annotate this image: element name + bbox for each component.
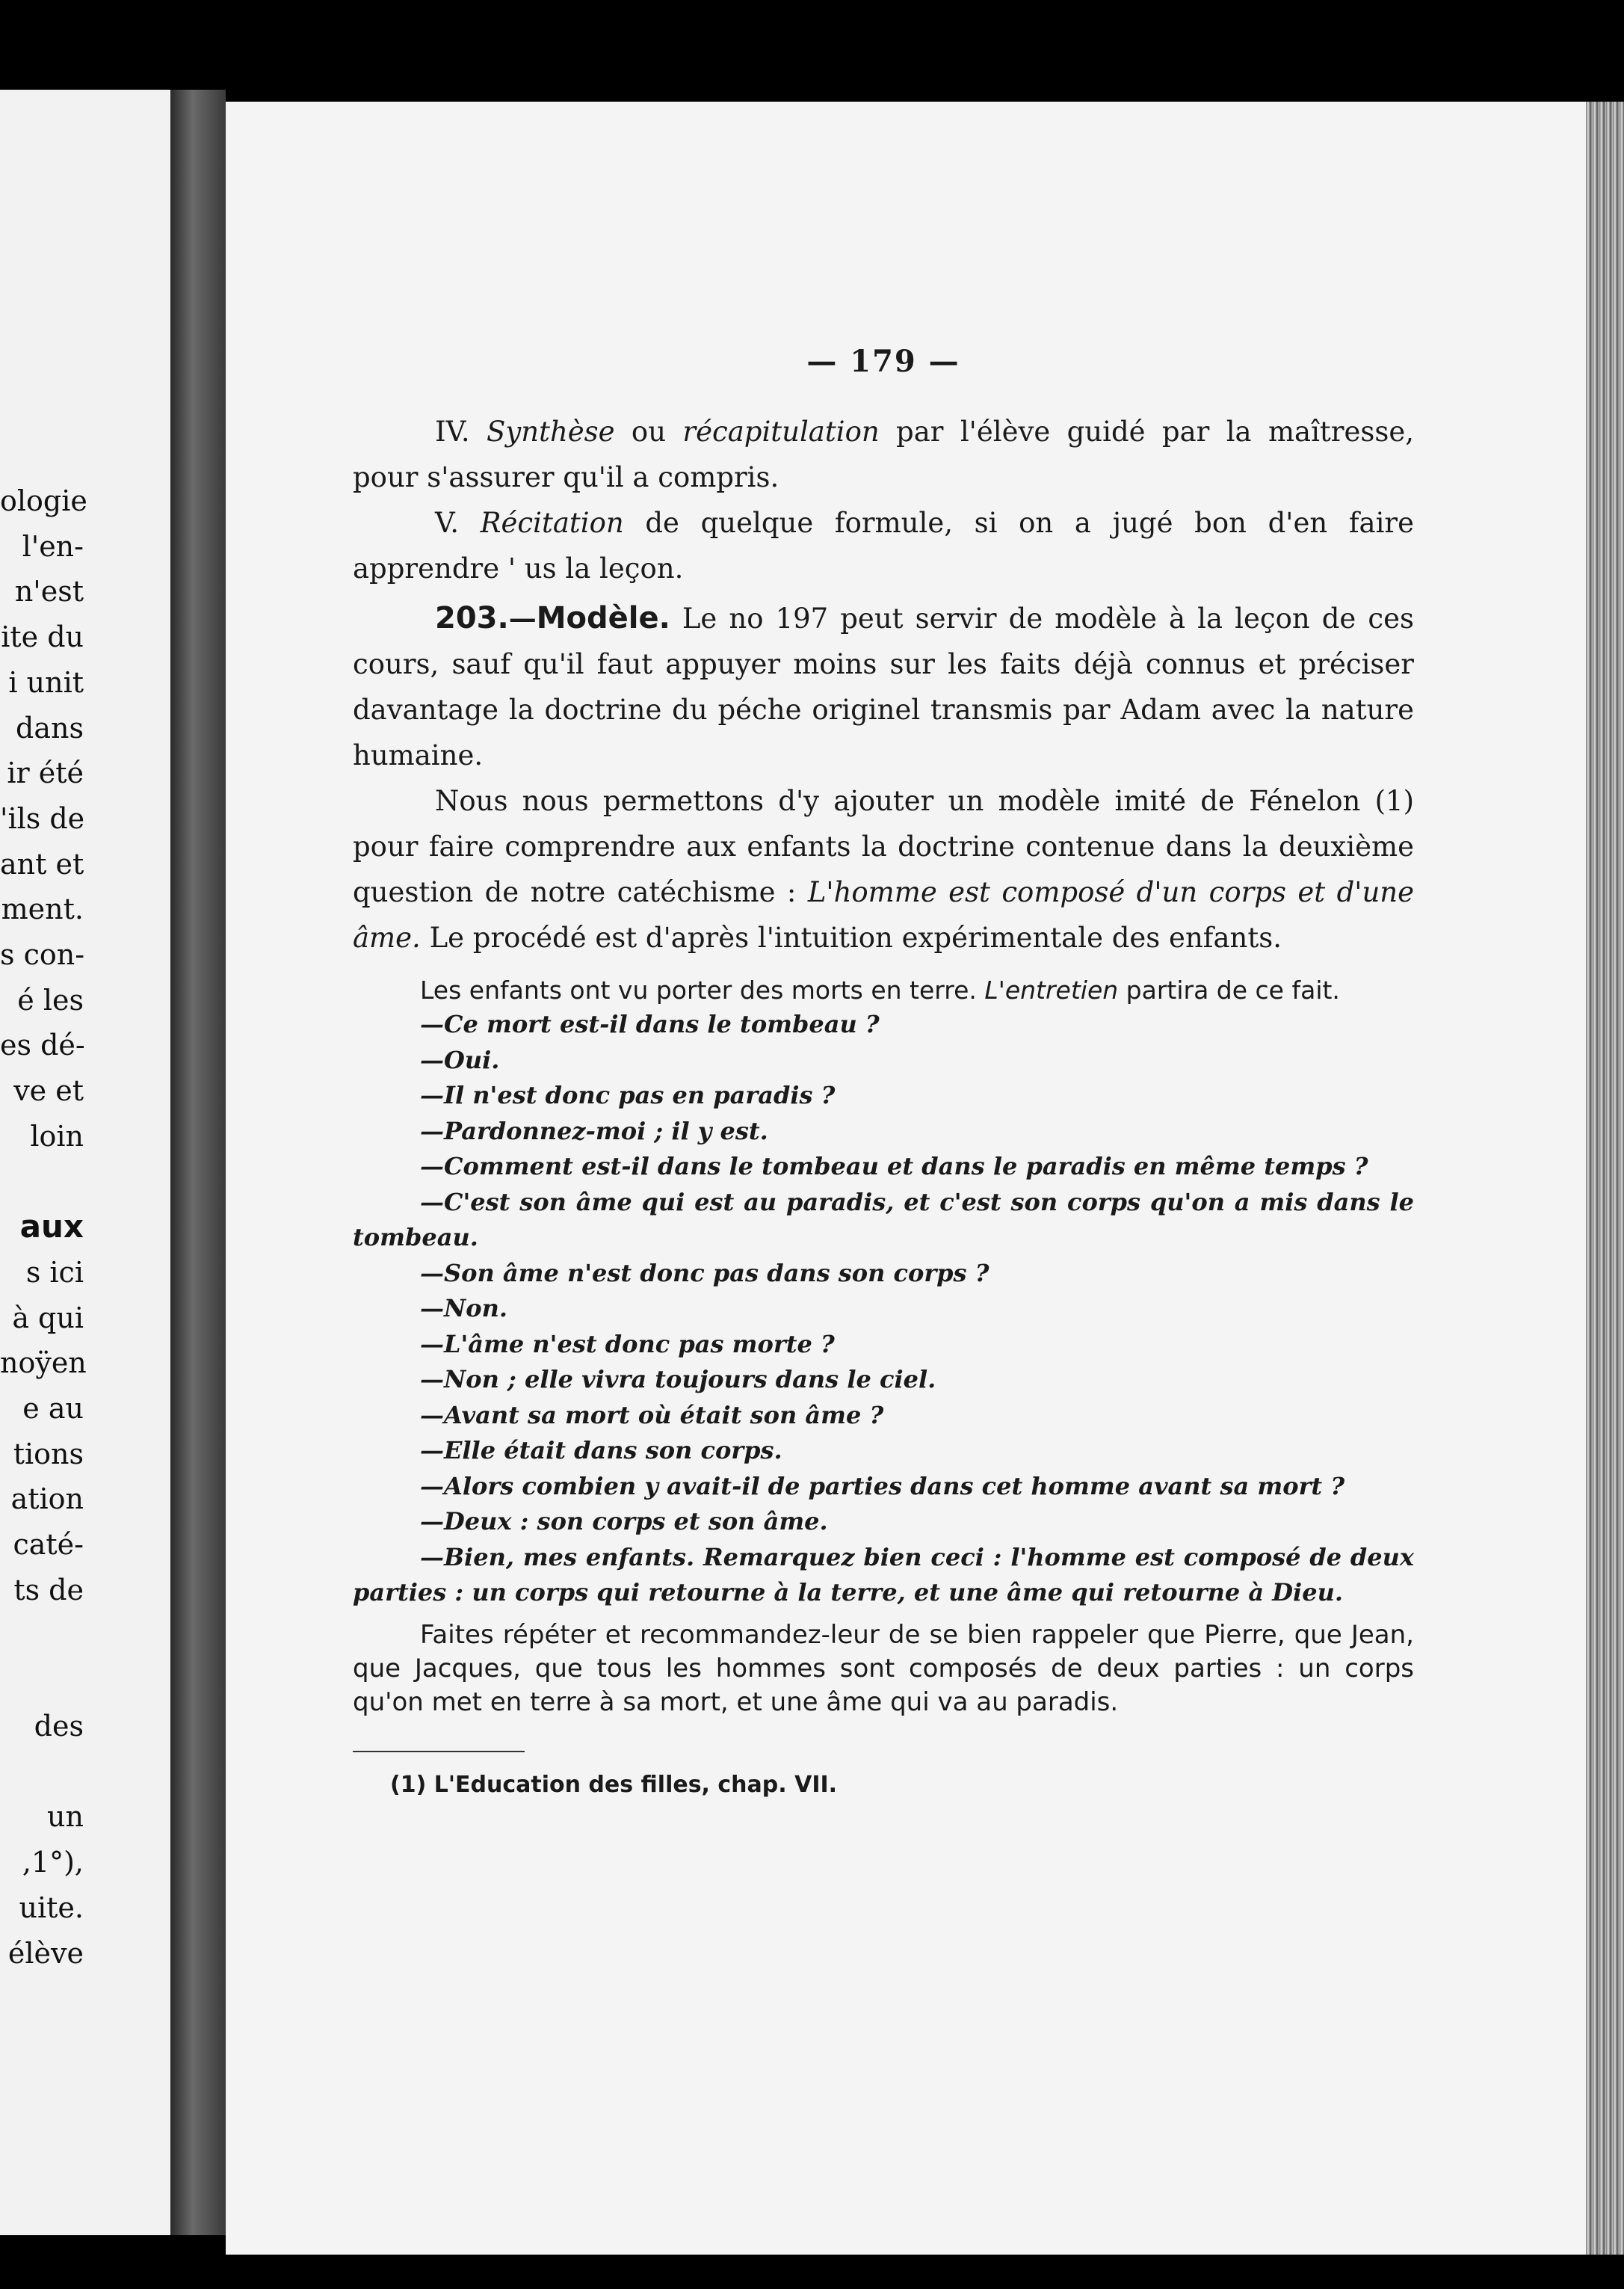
paragraph-v [353, 500, 1414, 591]
text-span: Le procédé est d'après l'intuition expérimentale des enfants. [420, 922, 1282, 954]
previous-page-line: ts de [13, 1573, 84, 1606]
previous-page-line: l'en- [22, 529, 84, 563]
page-edge [1586, 102, 1624, 2255]
dialog-line: —Non ; elle vivra toujours dans le ciel. [420, 1365, 936, 1393]
footnote-divider [353, 1751, 525, 1752]
previous-page-line: ment. [1, 893, 84, 926]
previous-page-line: noÿen [0, 1346, 87, 1380]
previous-page-line: dans [16, 711, 84, 745]
item-number: IV. [435, 416, 487, 448]
previous-page-line [0, 1658, 84, 1704]
previous-page-line: à qui [12, 1301, 84, 1334]
dialog-line: —Pardonnez-moi ; il y est. [420, 1116, 768, 1145]
text-span: Nous nous permettons d'y ajouter un modèle imité de Fénelon (1) pour faire comprendre aux enfants la doctrine contenue dans la deuxième question de notre catéchisme : [353, 785, 1414, 908]
dialog-line: —Elle était dans son corps. [420, 1436, 782, 1464]
italic-term: Synthèse [487, 416, 615, 448]
dialog-line: —Comment est-il dans le tombeau et dans le paradis en même temps ? [420, 1152, 1368, 1180]
dialog-line: —C'est son âme qui est au paradis, et c'est son corps qu'on a mis dans le tombeau. [353, 1187, 1414, 1251]
closing-paragraph: Faites répéter et recommandez-leur de se bien rappeler que Pierre, que Jean, que Jacques, que tous les hommes sont composés de deux parties : un corps qu'on met en terre à sa mort, et une âme qui va au paradis. [353, 1619, 1414, 1717]
paragraph-iv [353, 409, 1414, 500]
dialog-line: —Ce mort est-il dans le tombeau ? [420, 1010, 880, 1038]
dialog-intro [353, 974, 1414, 1007]
item-number: V. [435, 507, 481, 539]
previous-page-line: élève [7, 1936, 84, 1970]
previous-page-line: 'ils de [0, 801, 85, 835]
previous-page-line [0, 1159, 84, 1205]
dialog-line: —Son âme n'est donc pas dans son corps ? [420, 1258, 989, 1287]
previous-page-text [0, 478, 87, 1976]
dialog-line: —Alors combien y avait-il de parties dans cet homme avant sa mort ? [420, 1471, 1345, 1500]
dialog-line: —Il n'est donc pas en paradis ? [420, 1081, 836, 1109]
italic-term: L'entretien [984, 976, 1119, 1005]
dialog-line: —Deux : son corps et son âme. [420, 1507, 828, 1535]
section-dash: — [508, 602, 537, 635]
previous-page-line: des [34, 1709, 84, 1743]
previous-page-line: ve et [13, 1074, 84, 1108]
previous-page-line: caté- [13, 1528, 84, 1562]
previous-page-line: ologie [0, 484, 87, 517]
previous-page-line [0, 1749, 84, 1795]
previous-page-fragment [0, 90, 170, 2235]
previous-page-line: ite du [1, 620, 84, 654]
text-span: de quelque formule, si on a jugé bon d'en faire apprendre ' us la leçon. [353, 507, 1414, 585]
italic-term: Récitation [480, 507, 624, 539]
previous-page-line: ,1°), [22, 1846, 84, 1879]
section-title: Modèle. [536, 601, 670, 635]
previous-page-line: s con- [0, 938, 85, 972]
previous-page-line: tions [13, 1437, 84, 1470]
previous-page-line: es dé- [0, 1029, 85, 1062]
page-content [353, 344, 1414, 1798]
section-number: 203. [435, 601, 509, 635]
section-203 [353, 596, 1414, 778]
text-span: ou [614, 416, 683, 448]
paragraph-nous [353, 778, 1414, 961]
footnote: (1) L'Education des filles, chap. VII. [390, 1771, 838, 1798]
italic-term: récapitulation [682, 416, 880, 448]
previous-page-line: aux [19, 1208, 84, 1245]
previous-page-line: ir été [7, 757, 84, 790]
dialog-line: —Bien, mes enfants. Remarquez bien ceci : l'homme est composé de deux parties : un corps qui retourne à la terre, et une âme qui retourne à Dieu. [353, 1542, 1414, 1606]
page-number: — 179 — [806, 344, 960, 379]
text-span: par l'élève guidé par la maîtresse, pour s'assurer qu'il a compris. [353, 416, 1415, 493]
previous-page-line: un [47, 1800, 84, 1834]
dialog-line: —Avant sa mort où était son âme ? [420, 1400, 884, 1429]
previous-page-line: ation [10, 1482, 84, 1516]
previous-page-line: loin [30, 1119, 84, 1153]
previous-page-line: uite. [19, 1891, 84, 1924]
previous-page-line: ant et [0, 847, 84, 881]
dialog-list [353, 1007, 1414, 1611]
previous-page-line: s ici [25, 1255, 84, 1289]
section-text: Le no 197 peut servir de modèle à la leçon de ces cours, sauf qu'il faut appuyer moins sur les faits déjà connus et préciser davantage la doctrine du péche originel transmis par Adam avec la nature humaine. [353, 603, 1414, 771]
dialog-line: —L'âme n'est donc pas morte ? [420, 1329, 835, 1358]
text-span: partira de ce fait. [1118, 976, 1340, 1005]
previous-page-line: é les [17, 983, 84, 1017]
italic-quote: L'homme est composé d'un corps et d'une âme. [353, 876, 1414, 954]
dialog-line: —Non. [420, 1294, 507, 1322]
book-gutter [170, 90, 226, 2235]
previous-page-line [0, 1613, 84, 1659]
previous-page-line: n'est [14, 575, 84, 609]
previous-page-line: i unit [8, 665, 84, 699]
previous-page-line: e au [22, 1392, 84, 1426]
dialog-line: —Oui. [420, 1045, 500, 1074]
text-span: Les enfants ont vu porter des morts en terre. [420, 976, 985, 1005]
